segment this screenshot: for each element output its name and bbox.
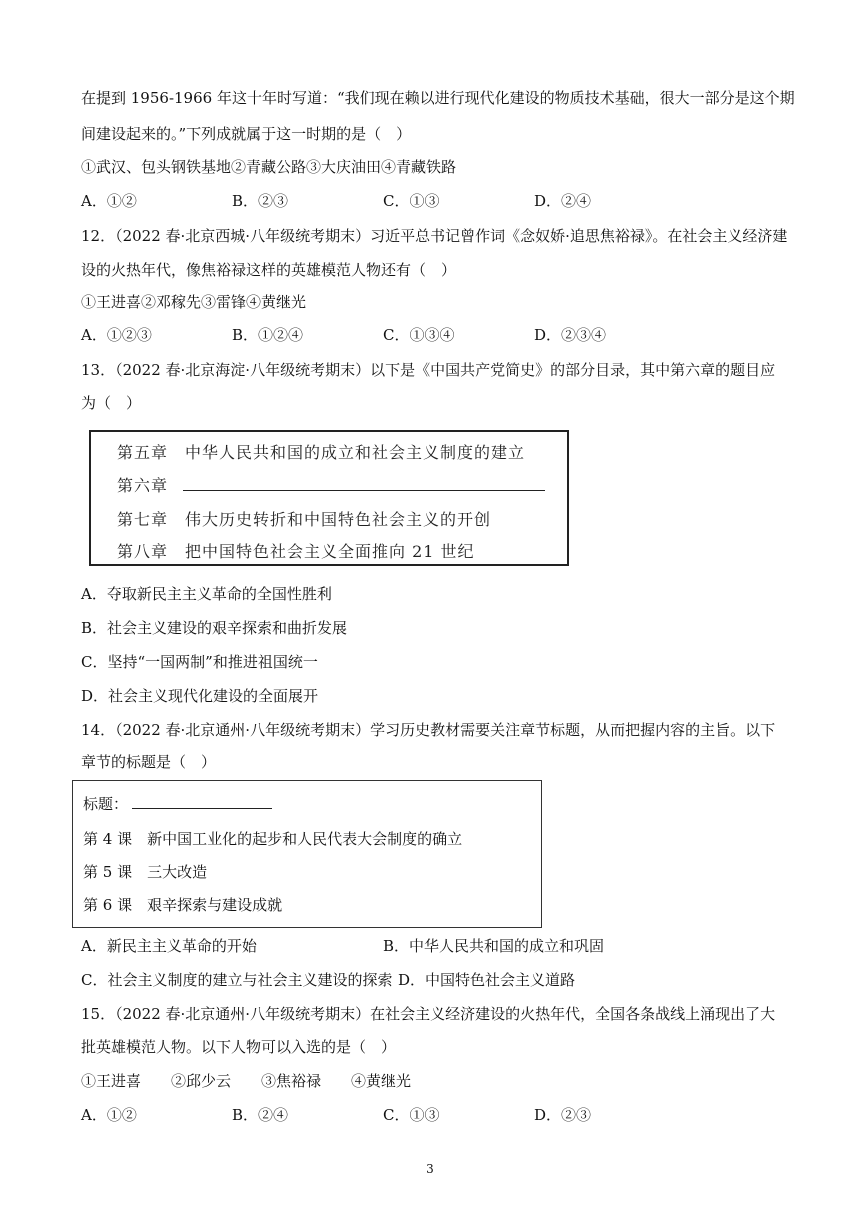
q13-table-of-contents-box [89, 430, 569, 566]
q14-option-d: D．中国特色社会主义道路 [398, 971, 576, 989]
q11-items: ①武汉、包头钢铁基地②青藏公路③大庆油田④青藏铁路 [81, 158, 457, 176]
q13-option-d: D．社会主义现代化建设的全面展开 [81, 687, 319, 705]
q15-items: ①王进喜 ②邱少云 ③焦裕禄 ④黄继光 [81, 1072, 412, 1090]
q12-option-a: A．①②③ [81, 326, 152, 344]
q14-lesson-4: 第 4 课 新中国工业化的起步和人民代表大会制度的确立 [83, 830, 463, 848]
q14-stem-line-1: 14．（2022 春·北京通州·八年级统考期末）学习历史教材需要关注章节标题，从而把握内容的主旨。以下 [81, 721, 776, 739]
q11-stem-line-2: 间建设起来的。”下列成就属于这一时期的是（ ） [81, 125, 412, 143]
q12-option-d: D．②③④ [534, 326, 607, 344]
q15-option-a: A．①② [81, 1106, 137, 1124]
q14-chapter-box [72, 780, 542, 928]
q13-option-c: C．坚持“一国两制”和推进祖国统一 [81, 653, 318, 671]
q12-items: ①王进喜②邓稼先③雷锋④黄继光 [81, 293, 307, 311]
q13-option-a: A．夺取新民主主义革命的全国性胜利 [81, 585, 332, 603]
q15-stem-line-1: 15．（2022 春·北京通州·八年级统考期末）在社会主义经济建设的火热年代，全国各条战线上涌现出了大 [81, 1005, 776, 1023]
q11-stem-line-1: 在提到 1956-1966 年这十年时写道：“我们现在赖以进行现代化建设的物质技术基础，很大一部分是这个期 [81, 89, 795, 107]
toc-chapter-8: 第八章 把中国特色社会主义全面推向 21 世纪 [117, 542, 475, 561]
q12-stem-line-1: 12．（2022 春·北京西城·八年级统考期末）习近平总书记曾作词《念奴娇·追思焦裕禄》。在社会主义经济建 [81, 227, 788, 245]
toc-chapter-5: 第五章 中华人民共和国的成立和社会主义制度的建立 [117, 443, 526, 462]
q11-option-b: B．②③ [232, 192, 289, 210]
q14-option-b: B．中华人民共和国的成立和巩固 [383, 937, 605, 955]
q14-lesson-6: 第 6 课 艰辛探索与建设成就 [83, 896, 283, 914]
q12-option-c: C．①③④ [383, 326, 455, 344]
toc-chapter-6-blank [183, 490, 545, 491]
q15-option-c: C．①③ [383, 1106, 440, 1124]
q12-option-b: B．①②④ [232, 326, 304, 344]
q15-option-b: B．②④ [232, 1106, 289, 1124]
q13-stem-line-1: 13．（2022 春·北京海淀·八年级统考期末）以下是《中国共产党简史》的部分目录，其中第六章的题目应 [81, 361, 776, 379]
q14-lesson-5: 第 5 课 三大改造 [83, 863, 208, 881]
q14-option-c: C．社会主义制度的建立与社会主义建设的探索 [81, 971, 393, 989]
q11-option-c: C．①③ [383, 192, 440, 210]
q13-stem-line-2: 为（ ） [81, 394, 142, 412]
q12-stem-line-2: 设的火热年代，像焦裕禄这样的英雄模范人物还有（ ） [81, 261, 457, 279]
q14-option-a: A．新民主主义革命的开始 [81, 937, 257, 955]
toc-chapter-7: 第七章 伟大历史转折和中国特色社会主义的开创 [117, 510, 492, 529]
q11-option-a: A．①② [81, 192, 137, 210]
q15-stem-line-2: 批英雄模范人物。以下人物可以入选的是（ ） [81, 1038, 397, 1056]
q11-option-d: D．②④ [534, 192, 592, 210]
page-number: 3 [426, 1162, 434, 1176]
q15-option-d: D．②③ [534, 1106, 592, 1124]
q14-stem-line-2: 章节的标题是（ ） [81, 753, 217, 771]
toc-chapter-6: 第六章 [117, 476, 169, 495]
q14-title-label: 标题： [83, 795, 129, 813]
q13-option-b: B．社会主义建设的艰辛探索和曲折发展 [81, 619, 348, 637]
q14-title-row [83, 794, 272, 814]
q14-title-blank [132, 808, 272, 809]
